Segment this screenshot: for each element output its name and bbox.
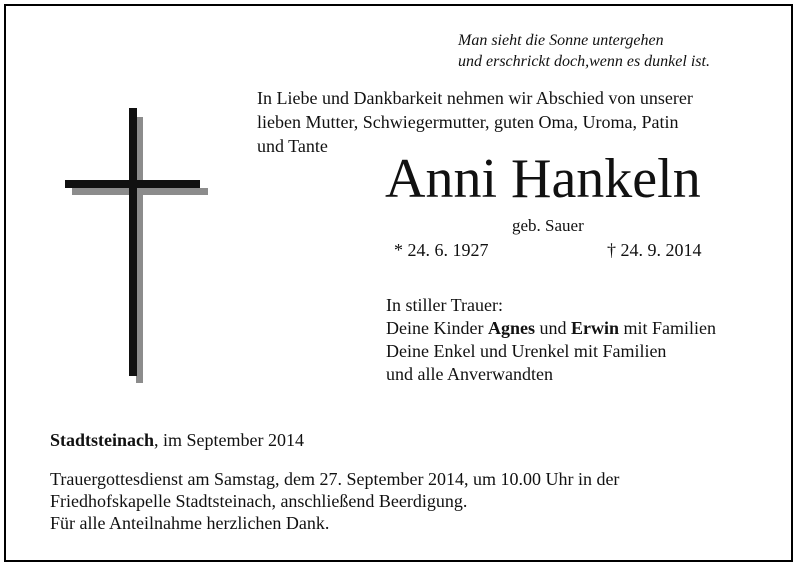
quote-line-2: und erschrickt doch,wenn es dunkel ist. (458, 53, 710, 70)
death-date: † 24. 9. 2014 (607, 240, 702, 260)
date-text: , im September 2014 (154, 430, 304, 450)
cross-icon (60, 100, 210, 390)
maiden-name: geb. Sauer (512, 216, 584, 235)
epigraph-quote (458, 30, 710, 72)
cross-vertical-beam (129, 108, 137, 376)
cross-horizontal-beam (65, 180, 200, 188)
birth-date: * 24. 6. 1927 (394, 240, 489, 260)
service-info (50, 468, 619, 534)
service-line-2: Friedhofskapelle Stadtsteinach, anschließend Beerdigung. (50, 491, 468, 511)
mourners-children-line (386, 317, 716, 340)
child-name-2: Erwin (570, 318, 619, 338)
quote-line-1: Man sieht die Sonne untergehen (458, 32, 664, 49)
cross-shadow-vertical (136, 117, 143, 383)
mourners-block (386, 294, 716, 386)
mourners-relatives-line: und alle Anverwandten (386, 364, 553, 384)
intro-line-1: In Liebe und Dankbarkeit nehmen wir Abschied von unserer (257, 88, 693, 108)
mourners-heading: In stiller Trauer: (386, 295, 503, 315)
children-and: und (539, 318, 567, 338)
children-prefix: Deine Kinder (386, 318, 484, 338)
intro-line-2: lieben Mutter, Schwiegermutter, guten Oma, Uroma, Patin (257, 112, 679, 132)
cross-shadow-horizontal (72, 188, 208, 195)
service-line-1: Trauergottesdienst am Samstag, dem 27. September 2014, um 10.00 Uhr in der (50, 469, 620, 489)
children-suffix: mit Familien (623, 318, 716, 338)
place-date-line (50, 428, 304, 452)
deceased-name: Anni Hankeln (385, 148, 701, 210)
service-line-3: Für alle Anteilnahme herzlichen Dank. (50, 513, 330, 533)
mourners-grandchildren-line: Deine Enkel und Urenkel mit Familien (386, 341, 667, 361)
place-name: Stadtsteinach (50, 430, 155, 450)
intro-line-3: und Tante (257, 136, 328, 156)
child-name-1: Agnes (487, 318, 535, 338)
